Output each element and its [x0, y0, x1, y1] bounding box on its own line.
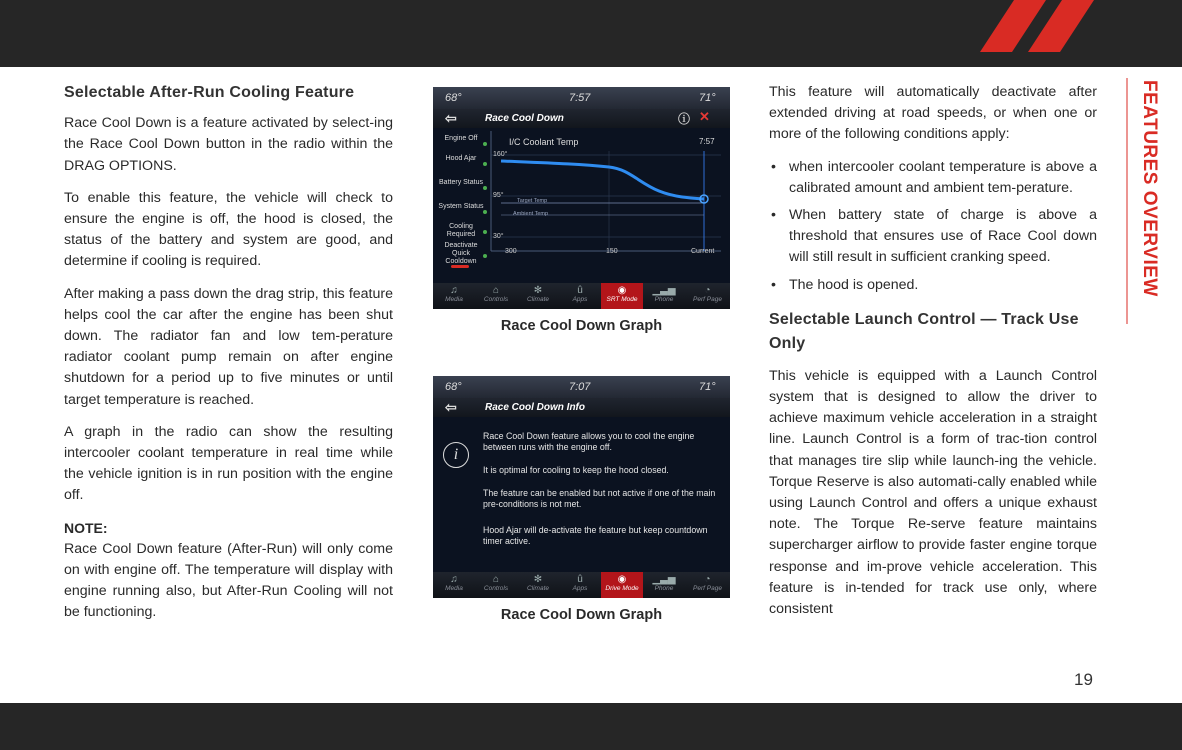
outside-temp-left: 68° [445, 92, 462, 104]
music-note-icon: ♫ [450, 574, 458, 585]
back-arrow-icon[interactable]: ⇦ [445, 110, 457, 126]
x-tick: 300 [505, 248, 517, 255]
back-arrow-icon[interactable]: ⇦ [445, 399, 457, 415]
nav-controls[interactable]: ⌂ Controls [475, 283, 517, 309]
info-line: Race Cool Down feature allows you to cool the engine between runs with the engine off. [483, 431, 695, 452]
screen-title: Race Cool Down Info [485, 402, 585, 413]
status-dot-icon [483, 142, 487, 146]
info-line: The feature can be enabled but not active if one of the main pre-conditions is not met. [483, 488, 716, 509]
figure-caption: Race Cool Down Graph [500, 607, 663, 623]
info-line: It is optimal for cooling to keep the hood closed. [483, 465, 669, 475]
header-bar [0, 0, 1182, 67]
deactivate-quick-cooldown-button[interactable]: Deactivate Quick Cooldown [444, 242, 478, 265]
list-item: • When battery state of charge is above a threshold that ensures use of Race Cool down will still result in sufficient cranking speed. [769, 205, 1097, 269]
nav-climate[interactable]: ✻ Climate [517, 283, 559, 309]
info-icon[interactable]: ⓘ [678, 112, 691, 126]
nav-srt-mode[interactable]: ◉ SRT Mode [601, 283, 643, 309]
signal-icon: ▁▃▅ [652, 574, 676, 585]
screen-status-bar [433, 376, 730, 398]
y-tick: 30° [493, 233, 504, 240]
page-number: 19 [1074, 670, 1093, 689]
graph-time: 7:57 [699, 137, 715, 146]
screen-nav-bar [433, 283, 730, 309]
paragraph: This vehicle is equipped with a Launch Control system that is designed to allow the driver to achieve maximum vehicle acceleration in a straight line. Launch Control is a form of trac-tion control that manages tire slip while launch-ing the vehicle. Torque Reserve is also automati-cally enabled while using Launch Control and offers a unique exhaust note. The Torque Re-serve feature maintains supercharger airflow to provide faster engine torque response and im-prove vehicle acceleration. This feature is in-tended for track use only, where consistent [769, 367, 1097, 618]
music-note-icon: ♫ [450, 285, 458, 296]
screen-title: Race Cool Down [485, 113, 564, 124]
screen-title-bar [433, 398, 730, 417]
note-title: NOTE: [64, 519, 108, 536]
race-cool-down-info-screen [433, 376, 730, 598]
steering-wheel-icon: ◉ [617, 285, 627, 296]
x-tick: Current [691, 248, 715, 255]
status-cooling-required: Cooling Required [446, 223, 476, 238]
nav-perf-page[interactable]: ◔ Perf Page [685, 283, 730, 309]
gauge-icon: ◔ [704, 285, 711, 296]
footer-bar [0, 703, 1182, 750]
fan-icon: ✻ [533, 574, 543, 585]
right-column [769, 82, 1097, 631]
nav-media[interactable]: ♫ Media [433, 572, 475, 598]
brand-stripes-icon [984, 0, 1114, 52]
status-battery: Battery Status [439, 179, 483, 186]
status-dot-icon [483, 254, 487, 258]
status-dot-icon [483, 210, 487, 214]
section-side-tab [1124, 78, 1160, 328]
nav-controls[interactable]: ⌂ Controls [475, 572, 517, 598]
signal-icon: ▁▃▅ [652, 285, 676, 296]
seat-icon: ⌂ [492, 574, 500, 585]
info-line: Hood Ajar will de-activate the feature but keep countdown timer active. [483, 525, 708, 546]
screen-title-bar [433, 109, 730, 128]
graph-title: I/C Coolant Temp [509, 137, 579, 147]
nav-apps[interactable]: û Apps [559, 283, 601, 309]
status-engine-off: Engine Off [444, 135, 478, 142]
gauge-icon: ◔ [704, 574, 711, 585]
status-dot-icon [483, 186, 487, 190]
active-indicator [451, 265, 469, 268]
outside-temp-left: 68° [445, 381, 462, 393]
section-heading: Selectable Launch Control — Track Use Only [769, 310, 1079, 352]
info-icon: i [443, 442, 469, 468]
screen-nav-bar [433, 572, 730, 598]
nav-media[interactable]: ♫ Media [433, 283, 475, 309]
list-item: • The hood is opened. [769, 275, 1097, 296]
seat-icon: ⌂ [492, 285, 500, 296]
target-temp-label: Target Temp [517, 198, 548, 204]
paragraph: A graph in the radio can show the resulting intercooler coolant temperature in real time while the vehicle ignition is in run position with the engine off. [64, 423, 393, 504]
figure-caption: Race Cool Down Graph [500, 318, 663, 334]
fan-icon: ✻ [533, 285, 543, 296]
nav-phone[interactable]: ▁▃▅ Phone [643, 283, 685, 309]
outside-temp-right: 71° [699, 381, 716, 393]
conditions-list [769, 157, 1097, 296]
coolant-temp-graph [489, 131, 725, 261]
nav-drive-mode[interactable]: ◉ Drive Mode [601, 572, 643, 598]
apps-icon: û [577, 285, 583, 296]
paragraph: This feature will automatically deactivate after extended driving at road speeds, or when one or more of the following conditions apply: [769, 84, 1097, 143]
outside-temp-right: 71° [699, 92, 716, 104]
y-tick: 160° [493, 151, 508, 158]
left-column [64, 82, 393, 635]
paragraph: Race Cool Down is a feature activated by select-ing the Race Cool Down button in the radio within the DRAG OPTIONS. [64, 115, 393, 174]
paragraph: After making a pass down the drag strip, this feature helps cool the car after the engine has been shut down. The radiator fan and low tem-perature radiator coolant pump remain on after engine shutdown for a period up to five minutes or until target temperature is reached. [64, 285, 393, 408]
nav-phone[interactable]: ▁▃▅ Phone [643, 572, 685, 598]
y-tick: 95° [493, 192, 504, 199]
list-item: • when intercooler coolant temperature is above a calibrated amount and ambient tem-perature. [769, 157, 1097, 199]
paragraph: To enable this feature, the vehicle will check to ensure the engine is off, the hood is closed, the status of the battery and system are good, and determine if cooling is required. [64, 189, 393, 270]
x-tick: 150 [606, 248, 618, 255]
clock: 7:57 [569, 92, 591, 104]
status-hood-ajar: Hood Ajar [445, 155, 477, 162]
nav-perf-page[interactable]: ◔ Perf Page [685, 572, 730, 598]
section-heading: Selectable After-Run Cooling Feature [64, 84, 355, 101]
screen-status-bar [433, 87, 730, 109]
status-system: System Status [438, 203, 484, 210]
nav-apps[interactable]: û Apps [559, 572, 601, 598]
side-tab-label: FEATURES OVERVIEW [1139, 80, 1160, 297]
race-cool-down-graph-screen [433, 87, 730, 309]
apps-icon: û [577, 574, 583, 585]
nav-climate[interactable]: ✻ Climate [517, 572, 559, 598]
clock: 7:07 [569, 381, 591, 393]
status-dot-icon [483, 162, 487, 166]
status-dot-icon [483, 230, 487, 234]
close-icon[interactable]: ✕ [699, 109, 710, 124]
steering-wheel-icon: ◉ [617, 574, 627, 585]
ambient-temp-label: Ambient Temp [513, 211, 549, 217]
note-text: Race Cool Down feature (After-Run) will only come on with engine off. The temperature will display with engine running also, but After-Run Cooling will not be functioning. [64, 540, 393, 621]
